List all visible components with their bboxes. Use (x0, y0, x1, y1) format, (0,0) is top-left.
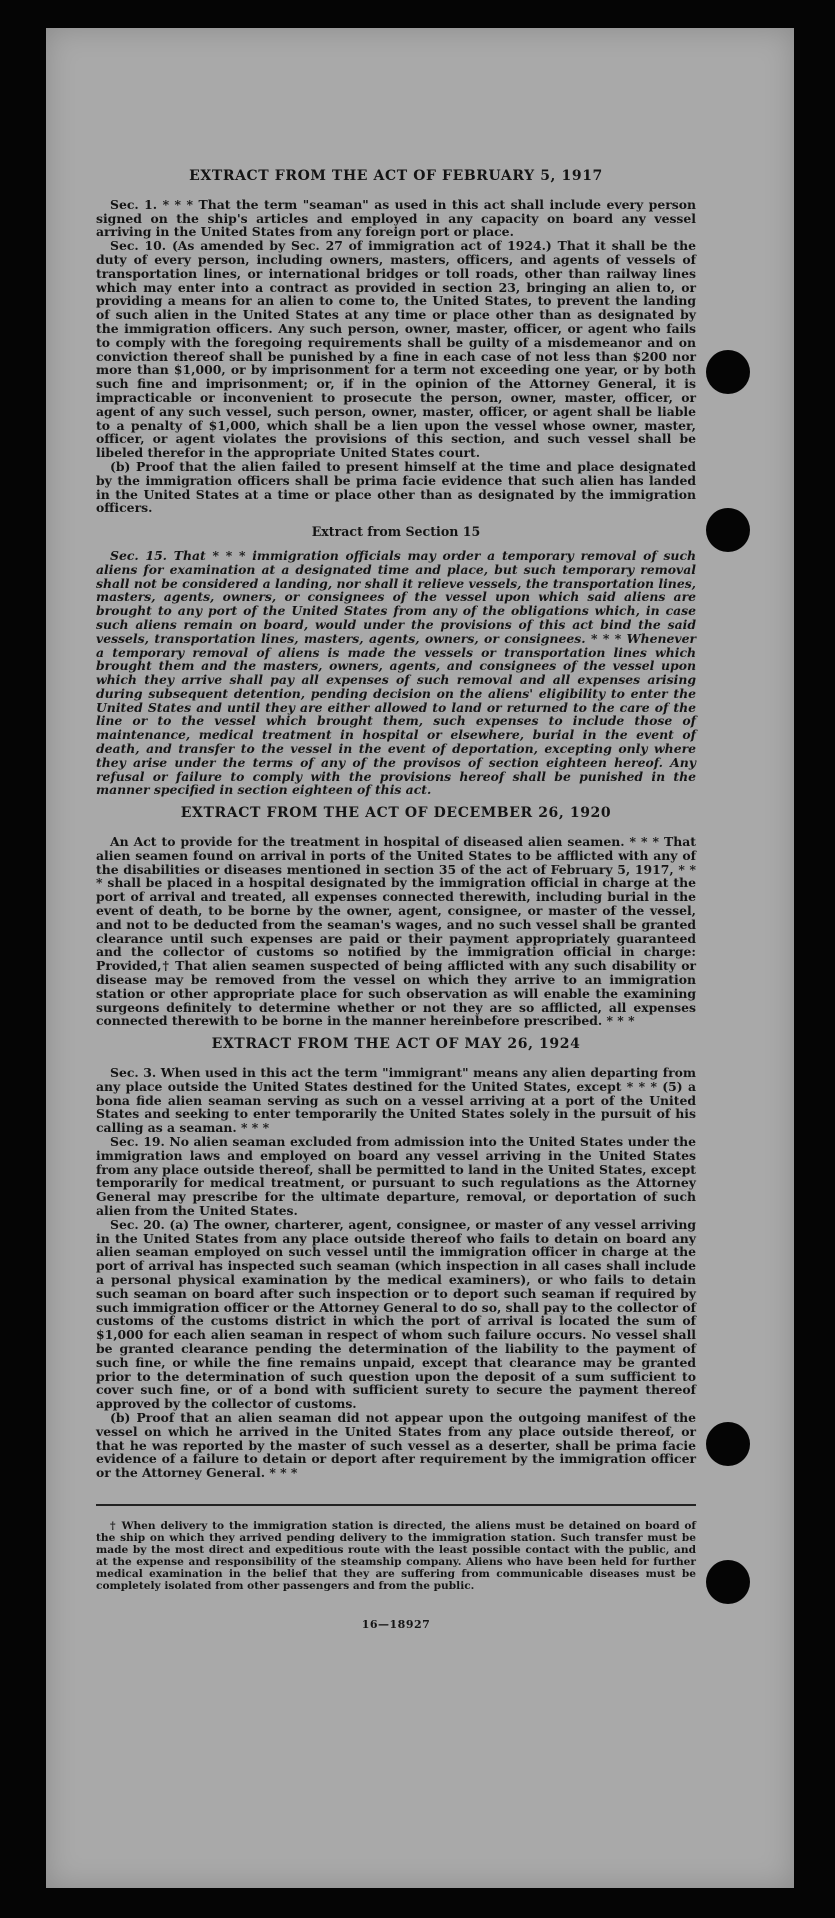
footnote-text: † When delivery to the immigration station is directed, the aliens must be detained on board of the ship on which they arrived pending delivery to the immigration station. Such transfer must be made by the most direct and expeditious route with the least possible contact with the public, and at the expense and responsibility of the steamship company. Aliens who have been held for further medical examination in the belief that they are suffering from communicable diseases must be completely isolated from other passengers and from the public. (96, 1519, 696, 1592)
paragraph-sec-19: Sec. 19. No alien seaman excluded from admission into the United States under the immigration laws and employed on board any vessel arriving in the United States from any place outside thereof, shall be permitted to land in the United States, except temporarily for medical treatment, or pursuant to such regulations as the Attorney General may prescribe for the ultimate departure, removal, or deportation of such alien from the United States. (96, 1134, 696, 1218)
paragraph-sec-10-b: (b) Proof that the alien failed to present himself at the time and place designated by the immigration officers shall be prima facie evidence that such alien has landed in the United States at a time or place other than as designated by the immigration officers. (96, 458, 696, 516)
punch-hole (706, 1422, 750, 1466)
punch-hole (706, 508, 750, 552)
section-1924 (96, 1066, 696, 1480)
section-15 (96, 549, 696, 797)
paragraph-sec-1: Sec. 1. * * * That the term "seaman" as used in this act shall include every person signed on the ship's articles and employed in any capacity on board any vessel arriving in the United States from any foreign port or place. (96, 196, 696, 240)
paragraph-sec-3: Sec. 3. When used in this act the term "immigrant" means any alien departing from any place outside the United States destined for the United States, except * * * (5) a bona fide alien seaman serving as such on a vessel arriving at a port of the United States and seeking to enter temporarily the United States solely in the pursuit of his calling as a seaman. * * * (96, 1065, 696, 1136)
heading-act-1920: EXTRACT FROM THE ACT OF DECEMBER 26, 1920 (180, 805, 612, 822)
heading-act-1924: EXTRACT FROM THE ACT OF MAY 26, 1924 (211, 1036, 581, 1053)
section-1917 (96, 198, 696, 515)
paragraph-act-1920: An Act to provide for the treatment in hospital of diseased alien seamen. * * * That alien seamen found on arrival in ports of the United States to be afflicted with any of the disabilities or diseases mentioned in section 35 of the act of February 5, 1917, * * * shall be placed in a hospital designated by the immigration official in charge at the port of arrival and treated, all expenses connected therewith, including burial in the event of death, to be borne by the owner, agent, consignee, or master of the vessel, and not to be deducted from the seaman's wages, and no such vessel shall be granted clearance until such expenses are paid or their payment appropriately guaranteed and the collector of customs so notified by the immigration official in charge: Provided,† That alien seamen suspected of being afflicted with any such disability or disease may be removed from the vessel on which they arrive to an immigration station or other appropriate place for such observation as will enable the examining surgeons definitely to determine whether or not they are so afflicted, all expenses connected therewith to be borne in the manner hereinbefore prescribed. * * * (96, 834, 696, 1029)
heading-act-1917: EXTRACT FROM THE ACT OF FEBRUARY 5, 1917 (189, 168, 603, 184)
punch-hole (706, 350, 750, 394)
paragraph-sec-10: Sec. 10. (As amended by Sec. 27 of immigration act of 1924.) That it shall be the duty of every person, including owners, masters, officers, and agents of vessels of transportation lines, or international bridges or toll roads, other than railway lines which may enter into a contract as provided in section 23, bringing an alien to, or providing a means for an alien to come to, the United States, to prevent the landing of such alien in the United States at any time or place other than as designated by the immigration officers. Any such person, owner, master, officer, or agent who fails to comply with the foregoing requirements shall be guilty of a misdemeanor and on conviction thereof shall be punished by a fine in each case of not less than $200 nor more than $1,000, or by imprisonment for a term not exceeding one year, or by both such fine and imprisonment; or, if in the opinion of the Attorney General, it is impracticable or inconvenient to prosecute the person, owner, master, officer, or agent of any such vessel, such person, owner, master, officer, or agent shall be liable to a penalty of $1,000, which shall be a lien upon the vessel whose owner, master, officer, or agent violates the provisions of this section, and such vessel shall be libeled therefor in the appropriate United States court. (96, 238, 696, 461)
section-1920 (96, 835, 696, 1028)
form-code: 16—18927 (361, 1617, 431, 1631)
subheading-section-15: Extract from Section 15 (311, 524, 481, 540)
paragraph-sec-15: Sec. 15. That * * * immigration officials may order a temporary removal of such aliens for examination at a designated time and place, but such temporary removal shall not be considered a landing, nor shall it relieve vessels, the transportation lines, masters, agents, owners, or consignees of the vessel upon which said aliens are brought to any port of the United States from any of the obligations which, in case such aliens remain on board, would under the provisions of this act bind the said vessels, transportation lines, masters, agents, owners, or consignees. * * * Whenever a temporary removal of aliens is made the vessels or transportation lines which brought them and the masters, owners, agents, and consignees of the vessel upon which they arrive shall pay all expenses of such removal and all expenses arising during subsequent detention, pending decision on the aliens' eligibility to enter the United States and until they are either allowed to land or returned to the care of the line or to the vessel which brought them, such expenses to include those of maintenance, medical treatment in hospital or elsewhere, burial in the event of death, and transfer to the vessel in the event of deportation, excepting only where they arise under the terms of any of the provisos of section eighteen hereof. Any refusal or failure to comply with the provisions hereof shall be punished in the manner specified in section eighteen of this act. (96, 547, 696, 798)
paragraph-sec-20-a: Sec. 20. (a) The owner, charterer, agent, consignee, or master of any vessel arriving in the United States from any place outside thereof who fails to detain on board any alien seaman employed on such vessel until the immigration officer in charge at the port of arrival has inspected such seaman (which inspection in all cases shall include a personal physical examination by the medical examiners), or who fails to detain such seaman on board after such inspection or to deport such seaman if required by such immigration officer or the Attorney General to do so, shall pay to the collector of customs of the customs district in which the port of arrival is located the sum of $1,000 for each alien seaman in respect of whom such failure occurs. No vessel shall be granted clearance pending the determination of the liability to the payment of such fine, or while the fine remains unpaid, except that clearance may be granted prior to the determination of such question upon the deposit of a sum sufficient to cover such fine, or of a bond with sufficient surety to secure the payment thereof approved by the collector of customs. (96, 1216, 696, 1412)
paragraph-sec-20-b: (b) Proof that an alien seaman did not appear upon the outgoing manifest of the vessel on which he arrived in the United States from any place outside thereof, or that he was reported by the master of such vessel as a deserter, shall be prima facie evidence of a failure to detain or deport after requirement by the immigration officer or the Attorney General. * * * (96, 1409, 696, 1481)
footnote-block (96, 1504, 696, 1592)
punch-hole (706, 1560, 750, 1604)
document-body (96, 170, 696, 1632)
